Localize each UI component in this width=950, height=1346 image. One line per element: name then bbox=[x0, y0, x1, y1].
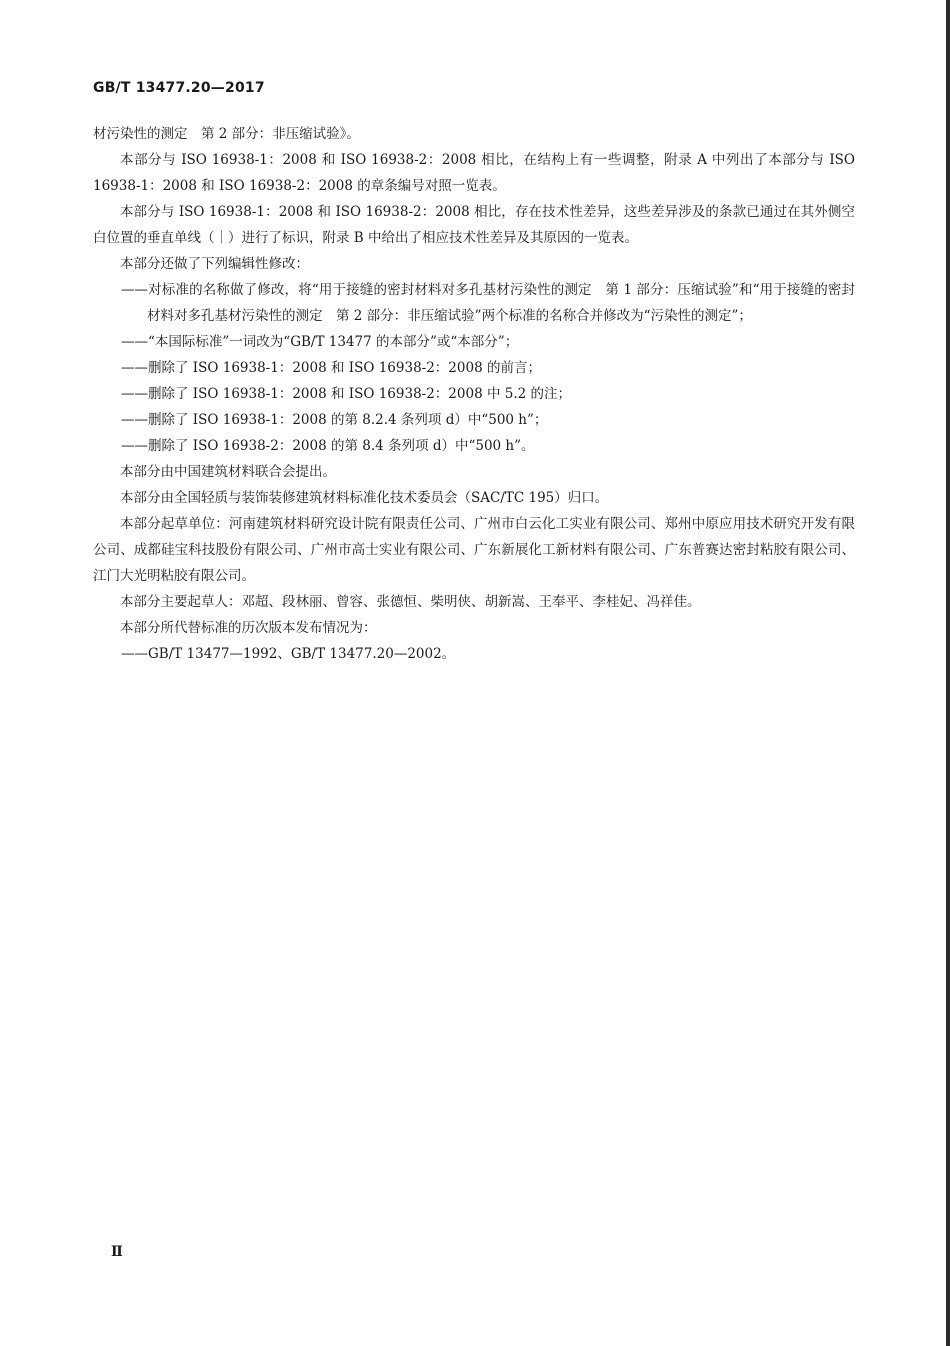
page-number: Ⅱ bbox=[111, 1244, 123, 1260]
technical-committee-paragraph: 本部分由全国轻质与装饰装修建筑材料标准化技术委员会（SAC/TC 195）归口。 bbox=[120, 490, 609, 506]
drafting-units-paragraph: 本部分起草单位：河南建筑材料研究设计院有限责任公司、广州市白云化工实业有限公司、郑州中原应用技术研究开发有限公司、成都硅宝科技股份有限公司、广州市高士实业有限公司、广东新展化工新材料有限公司、广东普赛达密封粘胶有限公司、江门大光明粘胶有限公司。 bbox=[93, 516, 855, 584]
editorial-changes-intro: 本部分还做了下列编辑性修改： bbox=[120, 256, 309, 272]
list-item: ——删除了 ISO 16938-1：2008 和 ISO 16938-2：2008 的前言； bbox=[121, 360, 541, 376]
document-body bbox=[93, 121, 855, 667]
list-item: ——对标准的名称做了修改，将“用于接缝的密封材料对多孔基材污染性的测定 第 1 部分：压缩试验”和“用于接缝的密封材料对多孔基材污染性的测定 第 2 部分：非压缩试验”两个标准的名称合并修改为“污染性的测定”； bbox=[121, 282, 855, 324]
page-edge bbox=[946, 0, 950, 1346]
continuation-paragraph: 材污染性的测定 第 2 部分：非压缩试验》。 bbox=[93, 126, 360, 142]
list-item: ——“本国际标准”一词改为“GB/T 13477 的本部分”或“本部分”； bbox=[121, 334, 519, 350]
standard-code-header: GB/T 13477.20—2017 bbox=[93, 80, 265, 96]
technical-differences-paragraph: 本部分与 ISO 16938-1：2008 和 ISO 16938-2：2008 相比，存在技术性差异，这些差异涉及的条款已通过在其外侧空白位置的垂直单线（｜）进行了标识，附录 B 中给出了相应技术性差异及其原因的一览表。 bbox=[93, 204, 855, 246]
list-item: ——删除了 ISO 16938-1：2008 和 ISO 16938-2：2008 中 5.2 的注； bbox=[121, 386, 572, 402]
proposer-paragraph: 本部分由中国建筑材料联合会提出。 bbox=[120, 464, 336, 480]
previous-editions-list-item: ——GB/T 13477—1992、GB/T 13477.20—2002。 bbox=[121, 646, 456, 662]
list-item: ——删除了 ISO 16938-2：2008 的第 8.4 条列项 d）中“500 h”。 bbox=[121, 438, 535, 454]
list-item: ——删除了 ISO 16938-1：2008 的第 8.2.4 条列项 d）中“500 h”； bbox=[121, 412, 548, 428]
previous-editions-intro: 本部分所代替标准的历次版本发布情况为： bbox=[120, 620, 377, 636]
structure-comparison-paragraph: 本部分与 ISO 16938-1：2008 和 ISO 16938-2：2008 相比，在结构上有一些调整，附录 A 中列出了本部分与 ISO 16938-1：2008 和 ISO 16938-2：2008 的章条编号对照一览表。 bbox=[93, 152, 855, 194]
drafters-paragraph: 本部分主要起草人：邓超、段林丽、曾容、张德恒、柴明侠、胡新嵩、王奉平、李桂妃、冯祥佳。 bbox=[120, 594, 701, 610]
